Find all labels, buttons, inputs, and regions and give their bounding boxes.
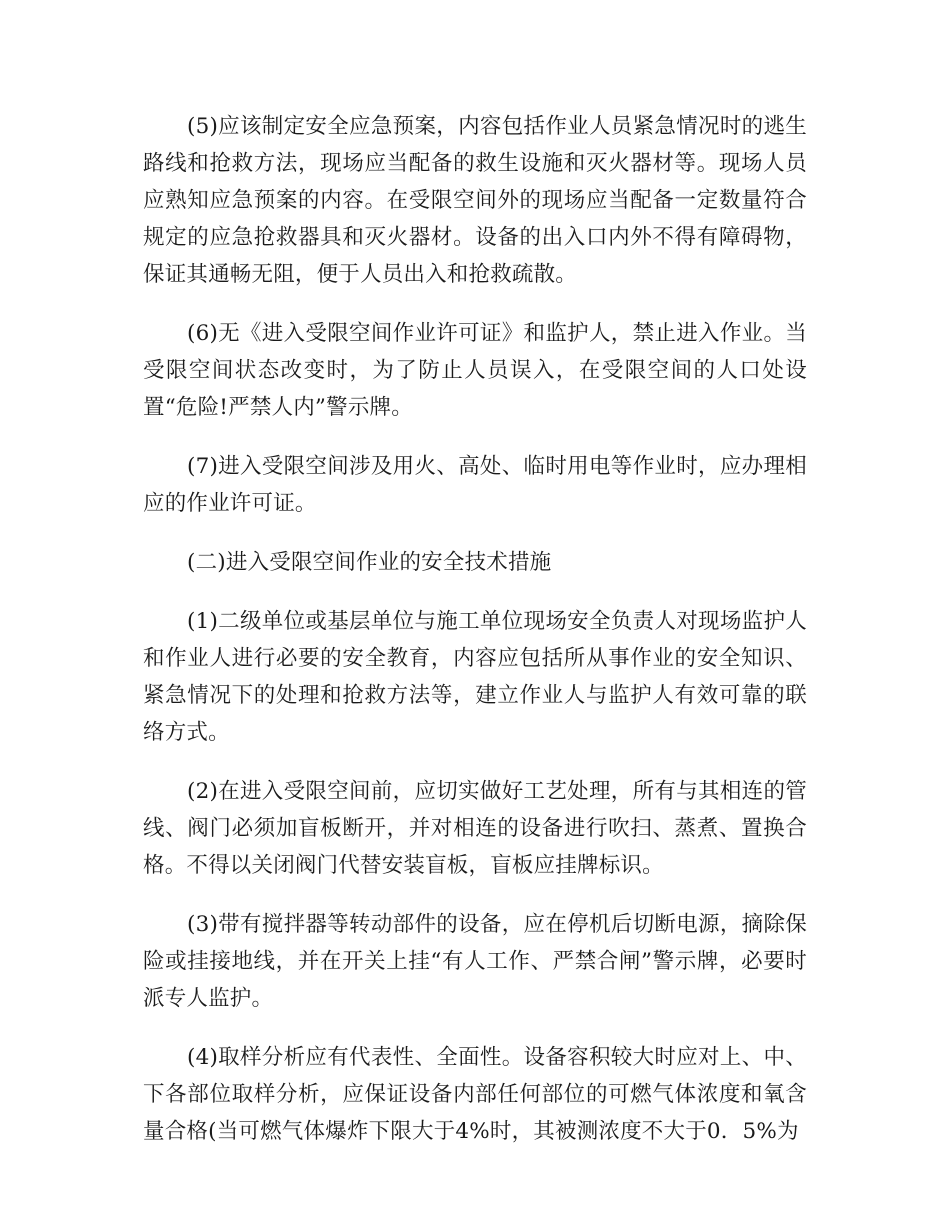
document-body bbox=[143, 108, 807, 1172]
paragraph-safety-education: (1)二级单位或基层单位与施工单位现场安全负责人对现场监护人和作业人进行必要的安全教育，内容应包括所从事作业的安全知识、紧急情况下的处理和抢救方法等，建立作业人与监护人有效可靠的联络方式。 bbox=[143, 609, 807, 745]
paragraph-related-permits: (7)进入受限空间涉及用火、高处、临时用电等作业时，应办理相应的作业许可证。 bbox=[143, 454, 807, 516]
paragraph-permit-requirement: (6)无《进入受限空间作业许可证》和监护人，禁止进入作业。当受限空间状态改变时，为了防止人员误入，在受限空间的人口处设置“危险!严禁人内”警示牌。 bbox=[143, 321, 807, 420]
paragraph-power-cutoff: (3)带有搅拌器等转动部件的设备，应在停机后切断电源，摘除保险或挂接地线，并在开关上挂“有人工作、严禁合闸”警示牌，必要时派专人监护。 bbox=[143, 912, 807, 1011]
paragraph-sampling-analysis: (4)取样分析应有代表性、全面性。设备容积较大时应对上、中、下各部位取样分析，应保证设备内部任何部位的可燃气体浓度和氧含量合格(当可燃气体爆炸下限大于4%时，其被测浓度不大于0．5%为 bbox=[143, 1045, 807, 1144]
paragraph-process-treatment: (2)在进入受限空间前，应切实做好工艺处理，所有与其相连的管线、阀门必须加盲板断开，并对相连的设备进行吹扫、蒸煮、置换合格。不得以关闭阀门代替安装盲板，盲板应挂牌标识。 bbox=[143, 779, 807, 878]
section-heading-safety-measures: (二)进入受限空间作业的安全技术措施 bbox=[187, 550, 552, 575]
paragraph-emergency-plan: (5)应该制定安全应急预案，内容包括作业人员紧急情况时的逃生路线和抢救方法，现场应当配备的救生设施和灭火器材等。现场人员应熟知应急预案的内容。在受限空间外的现场应当配备一定数量符合规定的应急抢救器具和灭火器材。设备的出入口内外不得有障碍物，保证其通畅无阻，便于人员出入和抢救疏散。 bbox=[143, 114, 807, 287]
